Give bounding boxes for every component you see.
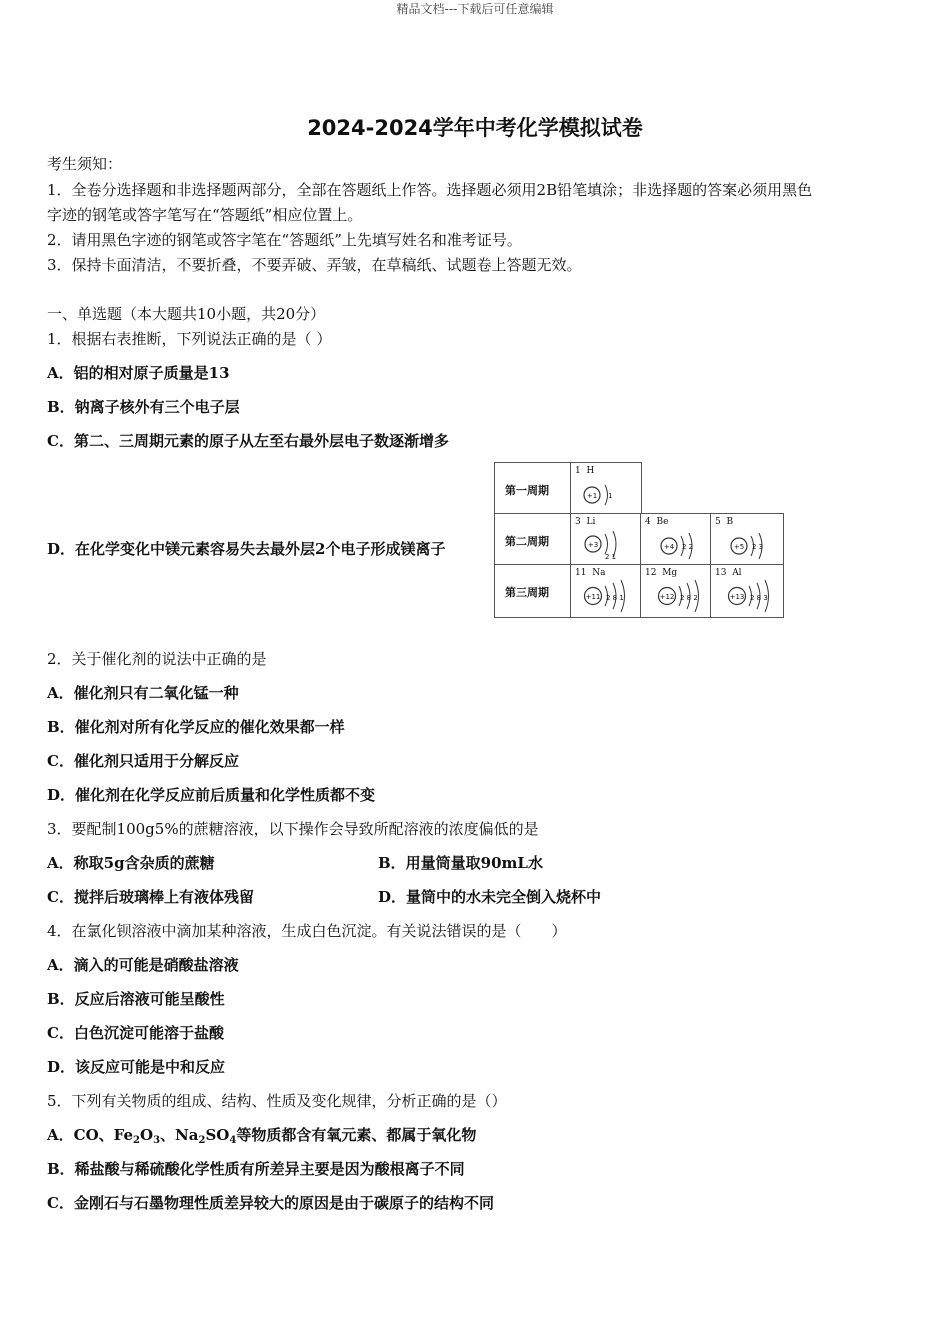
element-cell-mg (640, 564, 712, 618)
atom-structure-mg-icon (643, 579, 711, 615)
svg-text:+13: +13 (729, 593, 745, 601)
element-label-be: 4 Be (645, 517, 669, 527)
svg-text:+3: +3 (587, 541, 599, 549)
q5-stem: 5．下列有关物质的组成、结构、性质及变化规律，分析正确的是（） (47, 1092, 507, 1110)
svg-text:2 1: 2 1 (605, 553, 617, 561)
row-label-cell-2 (494, 513, 572, 566)
element-cell-be (640, 513, 712, 566)
svg-text:1: 1 (608, 492, 613, 500)
atom-structure-be-icon (645, 529, 711, 563)
row-label-period-2: 第二周期 (505, 535, 549, 548)
atom-structure-na-icon (573, 579, 641, 615)
row-label-period-3: 第三周期 (505, 586, 549, 599)
q3-option-c: C．搅拌后玻璃棒上有液体残留 (47, 888, 254, 906)
svg-text:2 8 1: 2 8 1 (606, 594, 624, 602)
q2-option-a: A．催化剂只有二氧化锰一种 (47, 684, 239, 702)
element-cell-al (710, 564, 784, 618)
section-heading: 一、单选题（本大题共10小题，共20分） (47, 305, 326, 323)
element-label-na: 11 Na (575, 568, 606, 578)
q3-stem: 3．要配制100g5%的蔗糖溶液，以下操作会导致所配溶液的浓度偏低的是 (47, 820, 539, 838)
q1-option-c: C．第二、三周期元素的原子从左至右最外层电子数逐渐增多 (47, 432, 449, 450)
q4-option-b: B．反应后溶液可能呈酸性 (47, 990, 225, 1008)
element-label-h: 1 H (575, 466, 595, 476)
q5-option-c: C．金刚石与石墨物理性质差异较大的原因是由于碳原子的结构不同 (47, 1194, 494, 1212)
atom-structure-h-icon (577, 481, 637, 511)
header-note: 精品文档---下载后可任意编辑 (396, 2, 554, 16)
svg-text:+1: +1 (586, 492, 598, 500)
atom-structure-b-icon (715, 529, 781, 563)
notice-heading: 考生须知： (47, 155, 123, 173)
atom-structure-li-icon (575, 529, 641, 563)
q1-stem: 1．根据右表推断，下列说法正确的是（ ） (47, 330, 332, 348)
element-cell-li (570, 513, 642, 566)
element-cell-na (570, 564, 642, 618)
q4-option-d: D．该反应可能是中和反应 (47, 1058, 226, 1076)
q2-option-b: B．催化剂对所有化学反应的催化效果都一样 (47, 718, 345, 736)
page-title: 2024-2024学年中考化学模拟试卷 (307, 116, 643, 140)
element-label-al: 13 Al (715, 568, 742, 578)
q4-option-a: A．滴入的可能是硝酸盐溶液 (47, 956, 239, 974)
svg-text:2 8 2: 2 8 2 (680, 594, 698, 602)
notice-item-1-cont: 字迹的钢笔或答字笔写在“答题纸”相应位置上。 (47, 206, 363, 224)
svg-text:+5: +5 (733, 543, 745, 551)
q2-option-c: C．催化剂只适用于分解反应 (47, 752, 239, 770)
element-cell-h (570, 462, 642, 515)
element-label-mg: 12 Mg (645, 568, 678, 578)
row-label-cell-1 (494, 462, 572, 515)
q3-option-d: D．量筒中的水未完全倒入烧杯中 (378, 888, 602, 906)
periodic-table-figure (494, 462, 784, 618)
svg-text:+11: +11 (585, 593, 601, 601)
svg-text:2 8 3: 2 8 3 (750, 594, 768, 602)
q1-option-a: A．铝的相对原子质量是13 (47, 364, 230, 382)
q2-stem: 2．关于催化剂的说法中正确的是 (47, 650, 267, 668)
svg-text:2 3: 2 3 (752, 543, 764, 551)
notice-item-3: 3．保持卡面清洁，不要折叠，不要弄破、弄皱，在草稿纸、试题卷上答题无效。 (47, 256, 582, 274)
svg-text:+12: +12 (659, 593, 675, 601)
q4-stem: 4．在氯化钡溶液中滴加某种溶液，生成白色沉淀。有关说法错误的是（ ） (47, 922, 567, 940)
row-label-cell-3 (494, 564, 572, 618)
element-label-b: 5 B (715, 517, 734, 527)
row-label-period-1: 第一周期 (505, 484, 549, 497)
q4-option-c: C．白色沉淀可能溶于盐酸 (47, 1024, 224, 1042)
element-label-li: 3 Li (575, 517, 596, 527)
q1-option-b: B．钠离子核外有三个电子层 (47, 398, 240, 416)
svg-text:+4: +4 (663, 543, 675, 551)
atom-structure-al-icon (713, 579, 783, 615)
q3-option-b: B．用量筒量取90mL水 (378, 854, 543, 872)
q2-option-d: D．催化剂在化学反应前后质量和化学性质都不变 (47, 786, 376, 804)
notice-item-1: 1．全卷分选择题和非选择题两部分，全部在答题纸上作答。选择题必须用2B铅笔填涂；非选择题的答案必须用黑色 (47, 181, 813, 199)
q1-option-d: D．在化学变化中镁元素容易失去最外层2个电子形成镁离子 (47, 540, 446, 558)
notice-item-2: 2．请用黑色字迹的钢笔或答字笔在“答题纸”上先填写姓名和准考证号。 (47, 231, 522, 249)
svg-text:2 2: 2 2 (682, 543, 694, 551)
element-cell-b (710, 513, 784, 566)
q5-option-b: B．稀盐酸与稀硫酸化学性质有所差异主要是因为酸根离子不同 (47, 1160, 465, 1178)
q5-option-a: A．CO、$Fe_2O_3$、$Na_2SO_4$等物质都含有氧元素、都属于氧化物 (47, 1126, 477, 1146)
q3-option-a: A．称取5g含杂质的蔗糖 (47, 854, 215, 872)
